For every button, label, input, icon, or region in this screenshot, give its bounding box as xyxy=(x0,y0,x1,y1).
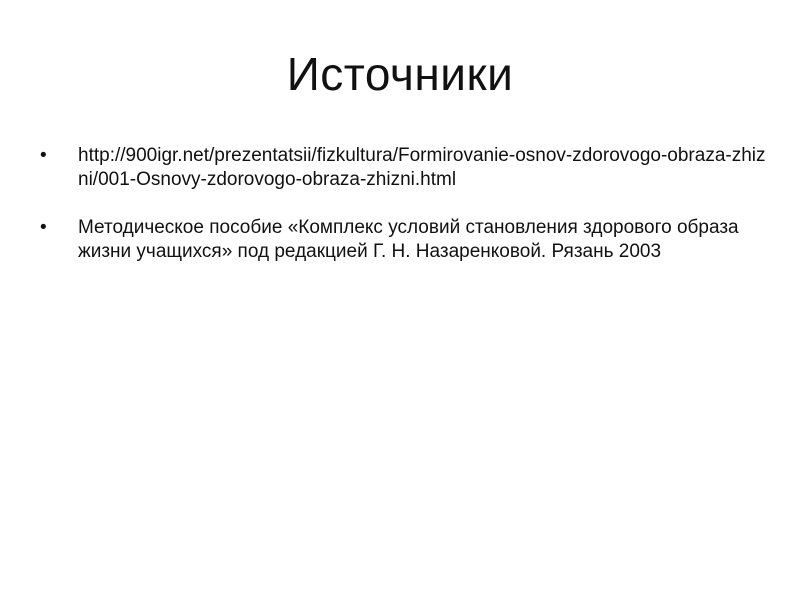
bullet-icon: • xyxy=(40,145,47,166)
slide-title: Источники xyxy=(286,48,514,100)
source-book-text: Методическое пособие «Комплекс условий становления здорового образа жизни учащихся» под редакцией Г. Н. Назаренковой. Рязань 2003 xyxy=(78,217,739,262)
source-item-book xyxy=(40,216,770,264)
bullet-icon: • xyxy=(40,217,47,238)
source-item-url xyxy=(40,144,770,192)
source-url-text: http://900igr.net/prezentatsii/fizkultura/Formirovanie-osnov-zdorovogo-obraza-zhizni/001-Osnovy-zdorovogo-obraza-zhizni.html xyxy=(78,145,766,190)
sources-list xyxy=(40,144,770,264)
